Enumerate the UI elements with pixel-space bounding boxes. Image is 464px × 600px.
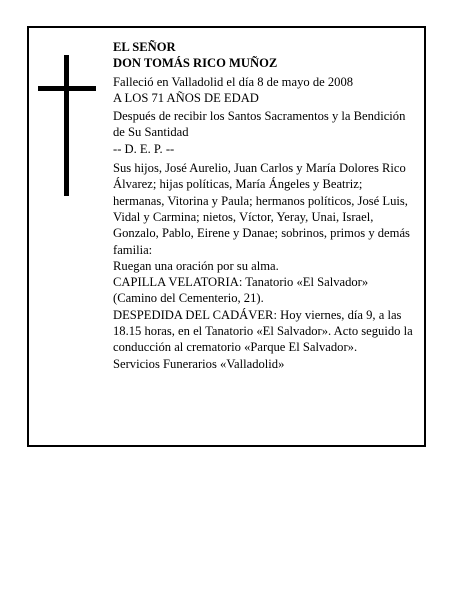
cross-icon-crossbar bbox=[38, 86, 96, 91]
rip-line: -- D. E. P. -- bbox=[113, 141, 175, 156]
family-text: Sus hijos, José Aurelio, Juan Carlos y María Dolores Rico Álvarez; hijas políticas, María Ángeles y Beatriz; hermanas, Vitorina y Paula; hermanos políticos, José Luis, Vidal y Carmina; nietos, Víctor, Yeray, Unai, Israel, Gonzalo, Pablo, Eirene y Danae; sobrinos, primos y demás familia: bbox=[113, 161, 410, 257]
sacraments-text: Después de recibir los Santos Sacramentos y la Bendición de Su Santidad bbox=[113, 109, 406, 140]
funeral-services: Servicios Funerarios «Valladolid» bbox=[113, 356, 285, 371]
cross-icon bbox=[64, 55, 69, 196]
chapel-text: CAPILLA VELATORIA: Tanatorio «El Salvador» (Camino del Cementerio, 21). bbox=[113, 275, 369, 306]
deceased-name: DON TOMÁS RICO MUÑOZ bbox=[113, 56, 278, 71]
title-line-1: EL SEÑOR bbox=[113, 40, 176, 54]
obituary-text bbox=[113, 39, 413, 372]
farewell-text: DESPEDIDA DEL CADÁVER: Hoy viernes, día 9, a las 18.15 horas, en el Tanatorio «El Salvador». Acto seguido la conducción al crematorio «Parque El Salvador». bbox=[113, 307, 413, 355]
prayer-text: Ruegan una oración por su alma. bbox=[113, 258, 279, 273]
death-line: Falleció en Valladolid el día 8 de mayo de 2008 bbox=[113, 74, 354, 89]
age-line: A LOS 71 AÑOS DE EDAD bbox=[113, 90, 259, 105]
